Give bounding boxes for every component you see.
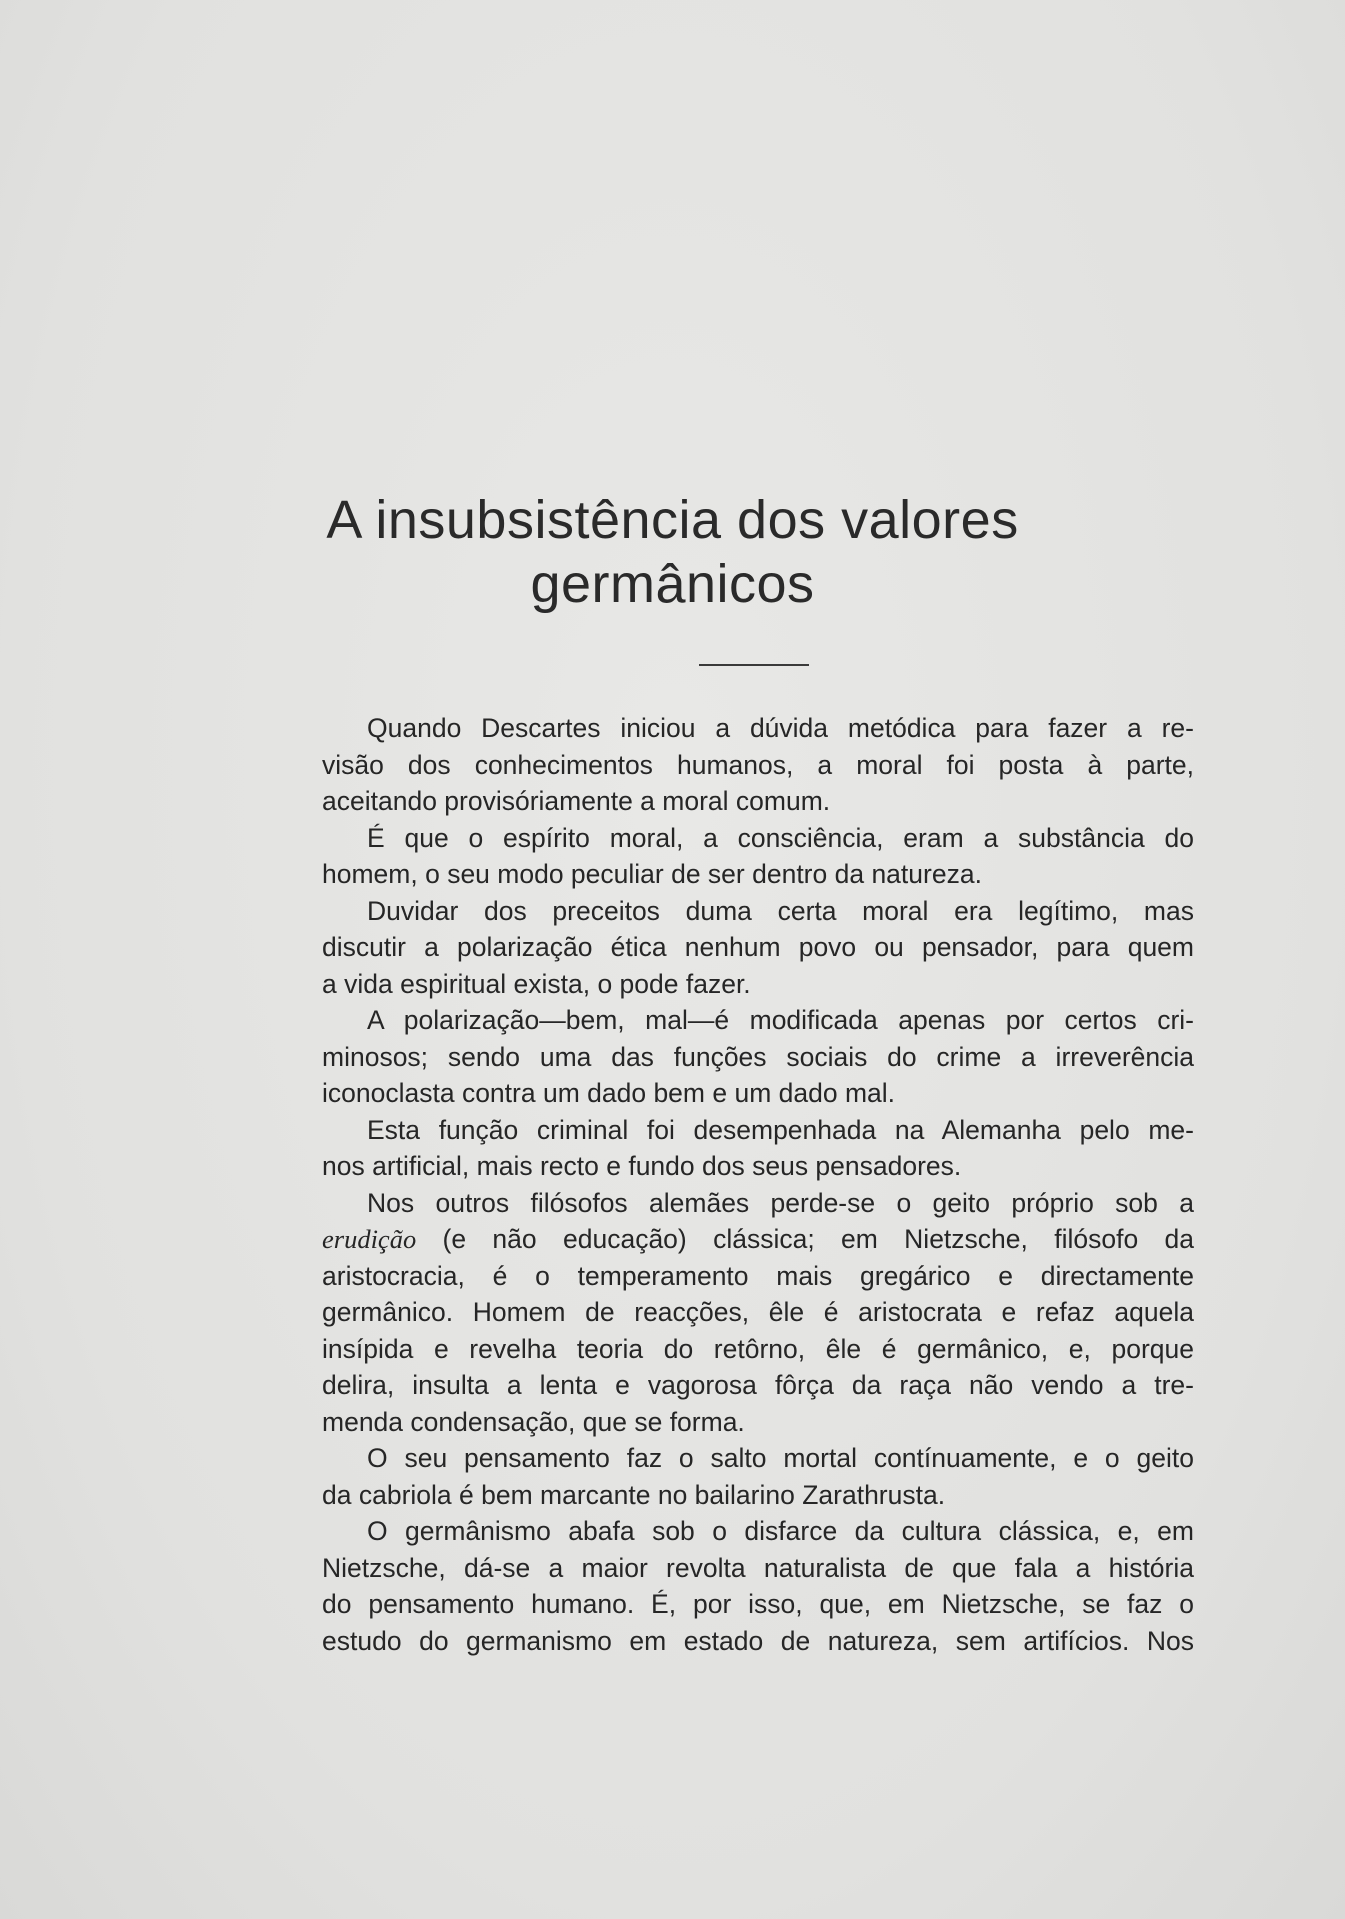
body-text (322, 710, 1194, 1659)
chapter-title-line-1: A insubsistência dos valores (326, 490, 1019, 550)
text-line: Nos outros filósofos alemães perde-se o geito próprio sob a (367, 1187, 1194, 1218)
text-line: visão dos conhecimentos humanos, a moral foi posta à parte, (322, 749, 1194, 780)
text-line: Nietzsche, dá-se a maior revolta naturalista de que fala a história (322, 1552, 1194, 1583)
text-line: do pensamento humano. É, por isso, que, em Nietzsche, se faz o (322, 1589, 1194, 1619)
text-line: homem, o seu modo peculiar de ser dentro da natureza. (322, 859, 982, 889)
text-line: delira, insulta a lenta e vagorosa fôrça da raça não vendo a tre- (322, 1370, 1194, 1400)
text-line: O germânismo abafa sob o disfarce da cultura clássica, e, em (367, 1516, 1194, 1546)
text-line: insípida e revelha teoria do retôrno, êle é germânico, e, porque (322, 1333, 1194, 1364)
chapter-title-line-2: germânicos (530, 554, 815, 614)
text-line: discutir a polarização ética nenhum povo ou pensador, para quem (322, 932, 1194, 962)
text-line: iconoclasta contra um dado bem e um dado mal. (322, 1078, 896, 1108)
text-line: A polarização—bem, mal—é modificada apenas por certos cri- (367, 1005, 1194, 1035)
text-line: menda condensação, que se forma. (322, 1406, 745, 1437)
text-line: nos artificial, mais recto e fundo dos seus pensadores. (322, 1151, 962, 1181)
text-line: estudo do germanismo em estado de natureza, sem artifícios. Nos (322, 1625, 1194, 1656)
text-line: É que o espírito moral, a consciência, eram a substância do (367, 822, 1194, 853)
text-line: Esta função criminal foi desempenhada na Alemanha pelo me- (367, 1114, 1194, 1145)
text-line: Quando Descartes iniciou a dúvida metódica para fazer a re- (367, 713, 1194, 743)
chapter-title (0, 490, 1345, 614)
text-line: aceitando provisóriamente a moral comum. (322, 786, 831, 816)
text-line: da cabriola é bem marcante no bailarino Zarathrusta. (322, 1479, 946, 1510)
italic-term: erudição (322, 1224, 417, 1254)
text-line: O seu pensamento faz o salto mortal contínuamente, e o geito (367, 1443, 1194, 1473)
text-line: minosos; sendo uma das funções sociais do crime a irreverência (322, 1041, 1194, 1072)
text-line: aristocracia, é o temperamento mais gregárico e directamente (322, 1260, 1194, 1291)
text-line: germânico. Homem de reacções, êle é aristocrata e refaz aquela (322, 1297, 1194, 1327)
text-line (322, 1221, 1194, 1258)
title-divider-rule (699, 664, 809, 666)
text-line-segment: (e não educação) clássica; em Nietzsche, filósofo da (416, 1224, 1194, 1254)
text-line: Duvidar dos preceitos duma certa moral era legítimo, mas (367, 895, 1194, 926)
text-line: a vida espiritual exista, o pode fazer. (322, 968, 751, 999)
